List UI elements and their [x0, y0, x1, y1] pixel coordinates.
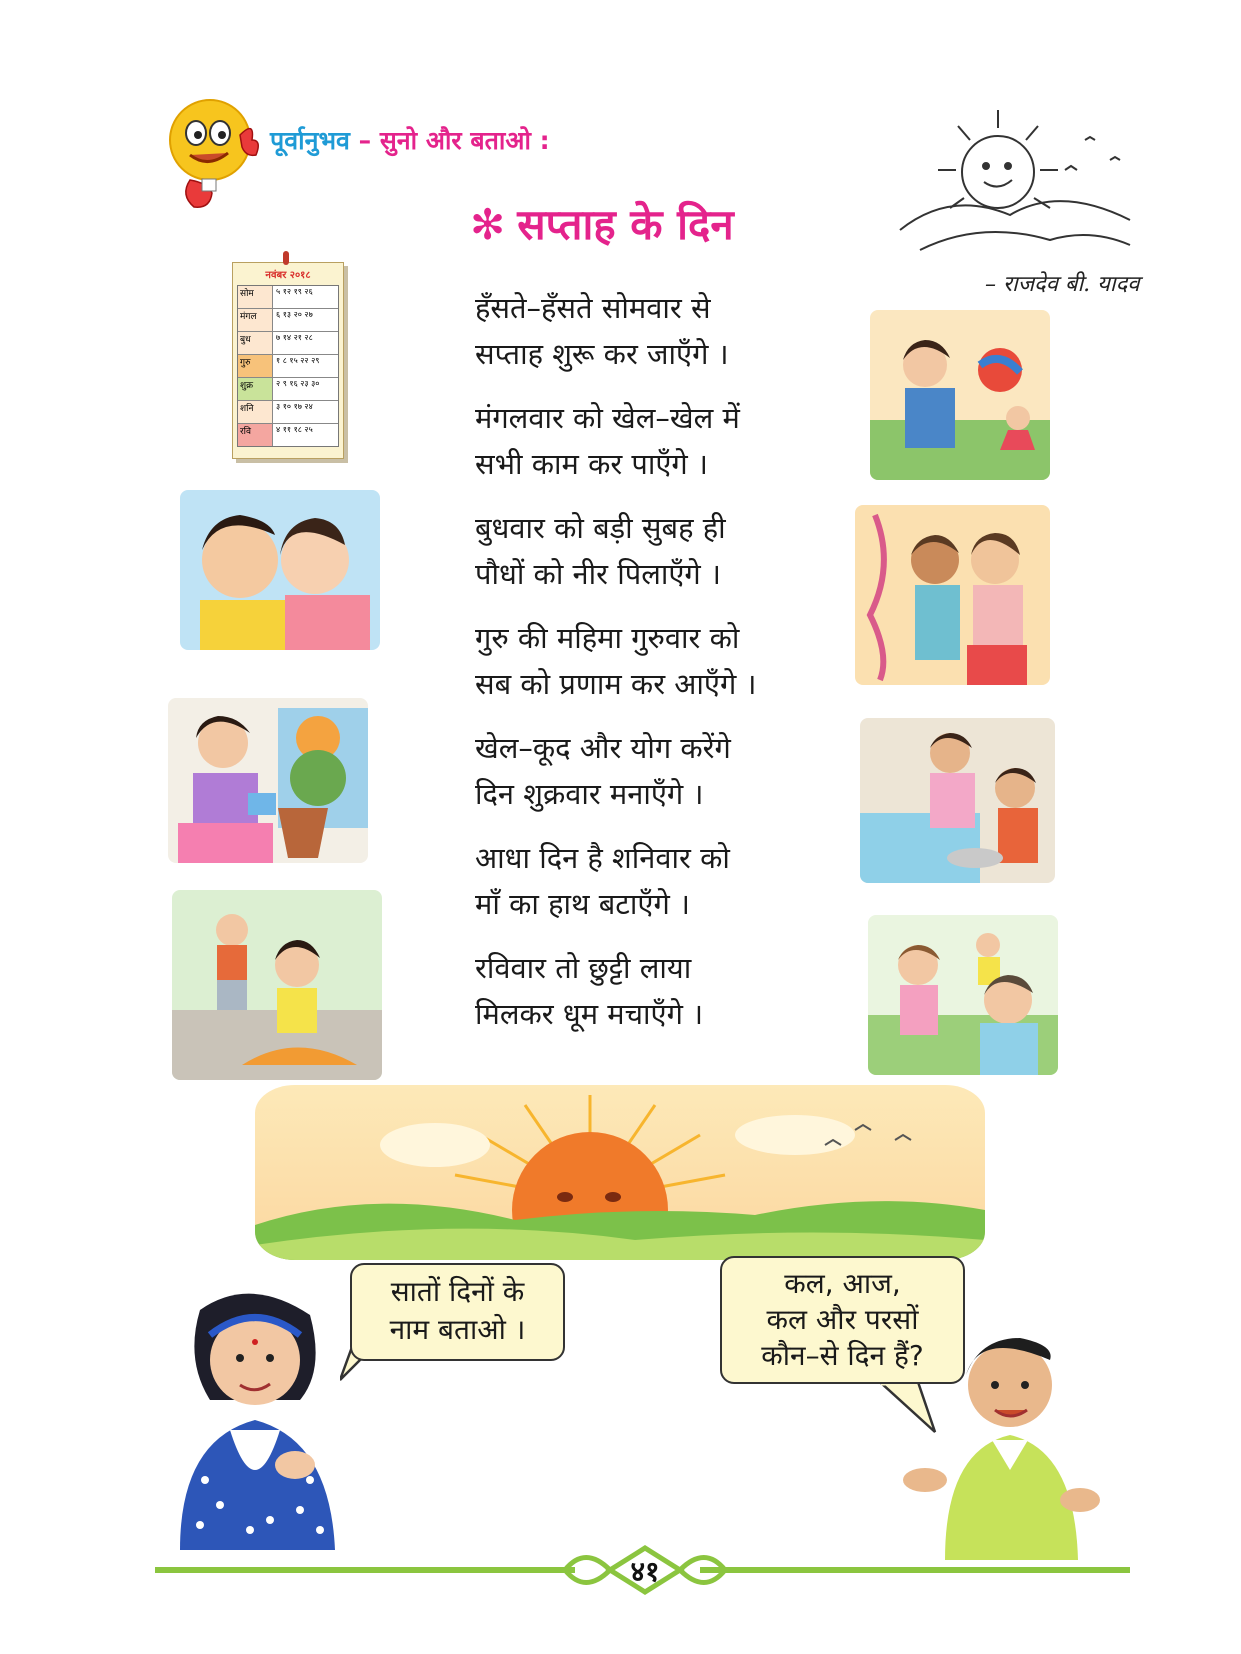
calendar-row: बुध ७ १४ २१ २८ [238, 332, 338, 355]
poem-line: माँ का हाथ बटाएँगे । [475, 887, 690, 921]
calendar-month: नवंबर २०१८ [265, 270, 311, 281]
calendar-row: गुरु १ ८ १५ २२ २९ [238, 355, 338, 378]
calendar-row: रवि ४ ११ १८ २५ [238, 424, 338, 446]
section-heading [270, 123, 550, 157]
girl-watering-plant-illustration [168, 698, 368, 863]
poem-line: आधा दिन है शनिवार को [475, 841, 730, 875]
stanza [475, 505, 835, 597]
yoga-illustration [172, 890, 382, 1080]
section-subtitle: सुनो और बताओ : [379, 126, 550, 155]
stanza [475, 945, 835, 1037]
poem-line: गुरु की महिमा गुरुवार को [475, 621, 740, 655]
poem-line: मंगलवार को खेल–खेल में [475, 401, 740, 435]
poem-line: पौधों को नीर पिलाएँगे । [475, 557, 721, 591]
page-number: ४१ [630, 1555, 660, 1588]
calendar-illustration [232, 262, 344, 459]
poem-line: दिन शुक्रवार मनाएँगे । [475, 777, 704, 811]
poem-line: रविवार तो छुट्टी लाया [475, 951, 692, 985]
calendar-row: शनि ३ १० १७ २४ [238, 401, 338, 424]
bubble-line: कल और परसों [766, 1303, 919, 1336]
star-icon: ✻ [470, 200, 506, 249]
section-dash: – [358, 126, 372, 155]
poem-title-text: सप्ताह के दिन [517, 200, 734, 249]
sun-sketch-illustration [880, 80, 1140, 255]
children-illustration-1 [180, 490, 380, 650]
stanza [475, 615, 835, 707]
children-greeting-illustration [855, 505, 1050, 685]
poem-line: खेल–कूद और योग करेंगे [475, 731, 731, 765]
footer-rule-left [155, 1567, 575, 1573]
stanza [475, 725, 835, 817]
calendar-row: मंगल ६ १३ २० २७ [238, 309, 338, 332]
smiley-mascot-icon [160, 95, 270, 215]
stanza [475, 285, 835, 377]
section-label: पूर्वानुभव [270, 126, 350, 155]
mother-cooking-illustration [860, 718, 1055, 883]
left-speech-bubble [350, 1263, 565, 1361]
poem-line: सभी काम कर पाएँगे । [475, 447, 708, 481]
calendar-row: सोम ५ १२ १९ २६ [238, 286, 338, 309]
poem-title [470, 195, 734, 252]
stanza [475, 835, 835, 927]
poem-line: हँसते–हँसते सोमवार से [475, 291, 711, 325]
poem-line: सप्ताह शुरू कर जाएँगे । [475, 337, 729, 371]
right-speech-bubble [720, 1256, 965, 1384]
children-playing-ball-illustration [870, 310, 1050, 480]
poem-line: बुधवार को बड़ी सुबह ही [475, 511, 726, 545]
calendar-hook-icon [283, 251, 289, 265]
poem-line: सब को प्रणाम कर आएँगे । [475, 667, 757, 701]
calendar-row: शुक्र २ ९ १६ २३ ३० [238, 378, 338, 401]
poem-body [475, 285, 835, 1055]
stanza [475, 395, 835, 487]
bubble-line: कल, आज, [784, 1267, 901, 1300]
sunrise-banner-illustration [255, 1085, 985, 1260]
bubble-line: कौन–से दिन हैं? [761, 1339, 924, 1372]
bubble-line: सातों दिनों के [390, 1275, 525, 1308]
poem-line: मिलकर धूम मचाएँगे । [475, 997, 704, 1031]
children-celebrating-illustration [868, 915, 1058, 1075]
bubble-line: नाम बताओ । [389, 1313, 526, 1346]
poem-author: – राजदेव बी. यादव [985, 272, 1140, 297]
girl-character-illustration [160, 1280, 360, 1550]
footer-rule-right [700, 1567, 1130, 1573]
right-bubble-tail-icon [880, 1382, 940, 1437]
